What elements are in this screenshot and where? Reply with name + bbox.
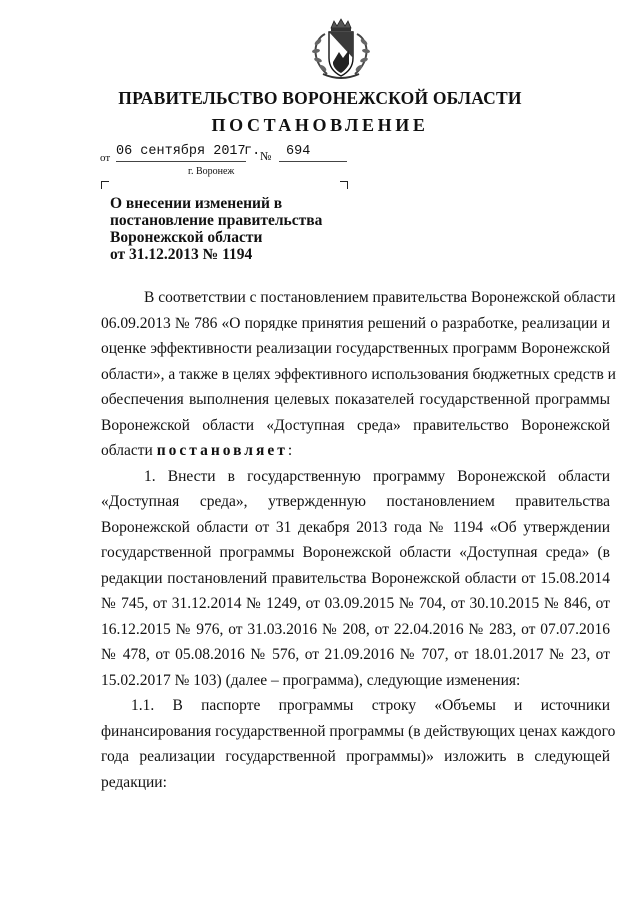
date-underline bbox=[116, 161, 246, 162]
body-line: обеспечения выполнения целевых показателей государственной программы bbox=[101, 391, 610, 408]
subject-line: Воронежской области bbox=[110, 229, 263, 246]
body-line: Воронежской области от 31 декабря 2013 года № 1194 «Об утверждении bbox=[101, 518, 610, 536]
subject-line: от 31.12.2013 № 1194 bbox=[110, 246, 253, 263]
body-line: 06.09.2013 № 786 «О порядке принятия решений о разработке, реализации и bbox=[101, 314, 610, 332]
year-suffix: г. bbox=[244, 144, 261, 159]
document-date: 06 сентября 2017 bbox=[116, 144, 246, 159]
body-line: 1. Внести в государственную программу Воронежской области bbox=[144, 467, 610, 485]
body-line: финансирования государственной программы (в действующих ценах каждого bbox=[101, 722, 616, 740]
body-line: редакции: bbox=[101, 773, 167, 791]
body-line: № 745, от 31.12.2014 № 1249, от 03.09.2015 № 704, от 30.10.2015 № 846, от bbox=[101, 595, 610, 612]
document-type-title: ПОСТАНОВЛЕНИЕ bbox=[211, 115, 429, 135]
subject-line: О внесении изменений в bbox=[110, 195, 283, 212]
body-line: года реализации государственной программы)» изложить в следующей bbox=[101, 748, 610, 765]
document-body bbox=[101, 287, 616, 797]
body-line: Воронежской области «Доступная среда» правительство Воронежской bbox=[101, 416, 610, 434]
number-underline bbox=[279, 161, 347, 162]
body-line: В соответствии с постановлением правительства Воронежской области bbox=[144, 289, 616, 306]
from-label: от bbox=[100, 152, 111, 164]
number-label: № bbox=[260, 149, 272, 163]
government-title: ПРАВИТЕЛЬСТВО ВОРОНЕЖСКОЙ ОБЛАСТИ bbox=[118, 88, 522, 108]
body-line: № 478, от 05.08.2016 № 576, от 21.09.2016 № 707, от 18.01.2017 № 23, от bbox=[101, 646, 610, 663]
subject-corner-mark-left bbox=[101, 181, 109, 189]
body-line: оценке эффективности реализации государственных программ Воронежской bbox=[101, 340, 610, 357]
resolves-prefix: области bbox=[101, 442, 153, 459]
body-line: государственной программы Воронежской области «Доступная среда» (в bbox=[101, 544, 610, 561]
body-line: редакции постановлений правительства Воронежской области от 15.08.2014 bbox=[101, 569, 610, 587]
body-line: 15.02.2017 № 103) (далее – программа), следующие изменения: bbox=[101, 671, 521, 689]
body-line-resolves bbox=[101, 440, 610, 466]
resolves-suffix: : bbox=[287, 442, 293, 459]
document-subject bbox=[110, 195, 370, 263]
city-label: г. Воронеж bbox=[188, 166, 235, 177]
resolves-word: постановляет bbox=[156, 442, 288, 459]
body-line: 16.12.2015 № 976, от 31.03.2016 № 208, от 22.04.2016 № 283, от 07.07.2016 bbox=[101, 620, 610, 638]
body-line: области», а также в целях эффективного использования бюджетных средств и bbox=[101, 365, 616, 383]
coat-of-arms-emblem bbox=[303, 18, 379, 82]
subject-corner-mark-right bbox=[340, 181, 348, 189]
body-line: «Доступная среда», утвержденную постановлением правительства bbox=[101, 493, 610, 510]
document-number: 694 bbox=[286, 144, 311, 159]
body-line: 1.1. В паспорте программы строку «Объемы и источники bbox=[131, 697, 610, 714]
subject-line: постановление правительства bbox=[110, 212, 323, 229]
